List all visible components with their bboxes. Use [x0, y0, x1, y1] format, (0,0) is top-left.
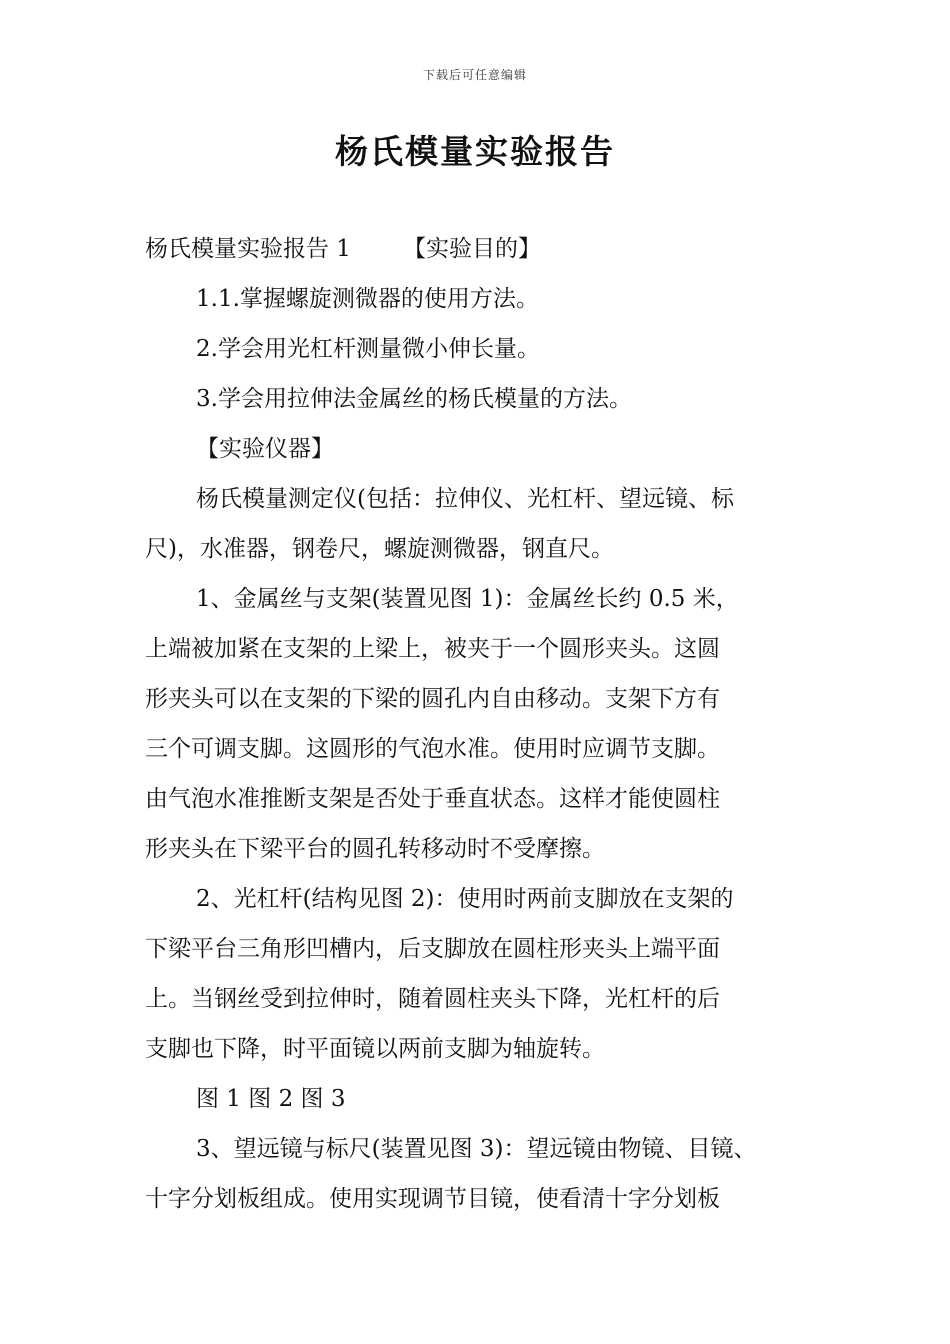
document-body: [145, 224, 825, 1224]
paragraph-2-line: 上。当钢丝受到拉伸时，随着圆柱夹头下降，光杠杆的后: [145, 986, 720, 1012]
section-heading-line: [145, 224, 825, 274]
document-title: 杨氏模量实验报告: [335, 132, 615, 171]
purpose-item: 3.学会用拉伸法金属丝的杨氏模量的方法。: [196, 386, 632, 412]
instrument-text-line: 尺)，水准器，钢卷尺，螺旋测微器，钢直尺。: [145, 536, 614, 562]
paragraph-2-line: 支脚也下降，时平面镜以两前支脚为轴旋转。: [145, 1036, 605, 1062]
paragraph-1-line: 1、金属丝与支架(装置见图 1)：金属丝长约 0.5 米，: [196, 586, 739, 612]
paragraph-1-line: 形夹头在下梁平台的圆孔转移动时不受摩擦。: [145, 836, 605, 862]
paragraph-1-line: 上端被加紧在支架的上梁上，被夹于一个圆形夹头。这圆: [145, 636, 720, 662]
instrument-text-line: 杨氏模量测定仪(包括：拉伸仪、光杠杆、望远镜、标: [196, 486, 734, 512]
paragraph-3-line: 3、望远镜与标尺(装置见图 3)：望远镜由物镜、目镜、: [196, 1136, 757, 1162]
paragraph-1-line: 形夹头可以在支架的下梁的圆孔内自由移动。支架下方有: [145, 686, 720, 712]
purpose-heading: 【实验目的】: [402, 236, 541, 262]
instrument-heading: 【实验仪器】: [196, 436, 334, 462]
figure-reference-line: 图 1 图 2 图 3: [196, 1086, 346, 1112]
header-note: 下载后可任意编辑: [422, 68, 527, 82]
paragraph-1-line: 三个可调支脚。这圆形的气泡水准。使用时应调节支脚。: [145, 736, 720, 762]
paragraph-1-line: 由气泡水准推断支架是否处于垂直状态。这样才能使圆柱: [145, 786, 720, 812]
paragraph-3-line: 十字分划板组成。使用实现调节目镜，使看清十字分划板: [145, 1186, 720, 1212]
paragraph-2-line: 2、光杠杆(结构见图 2)：使用时两前支脚放在支架的: [196, 886, 734, 912]
section-label: 杨氏模量实验报告 1: [145, 236, 351, 262]
purpose-item: 2.学会用光杠杆测量微小伸长量。: [196, 336, 540, 362]
paragraph-2-line: 下梁平台三角形凹槽内，后支脚放在圆柱形夹头上端平面: [145, 936, 720, 962]
purpose-item: 1.1.掌握螺旋测微器的使用方法。: [196, 286, 539, 312]
